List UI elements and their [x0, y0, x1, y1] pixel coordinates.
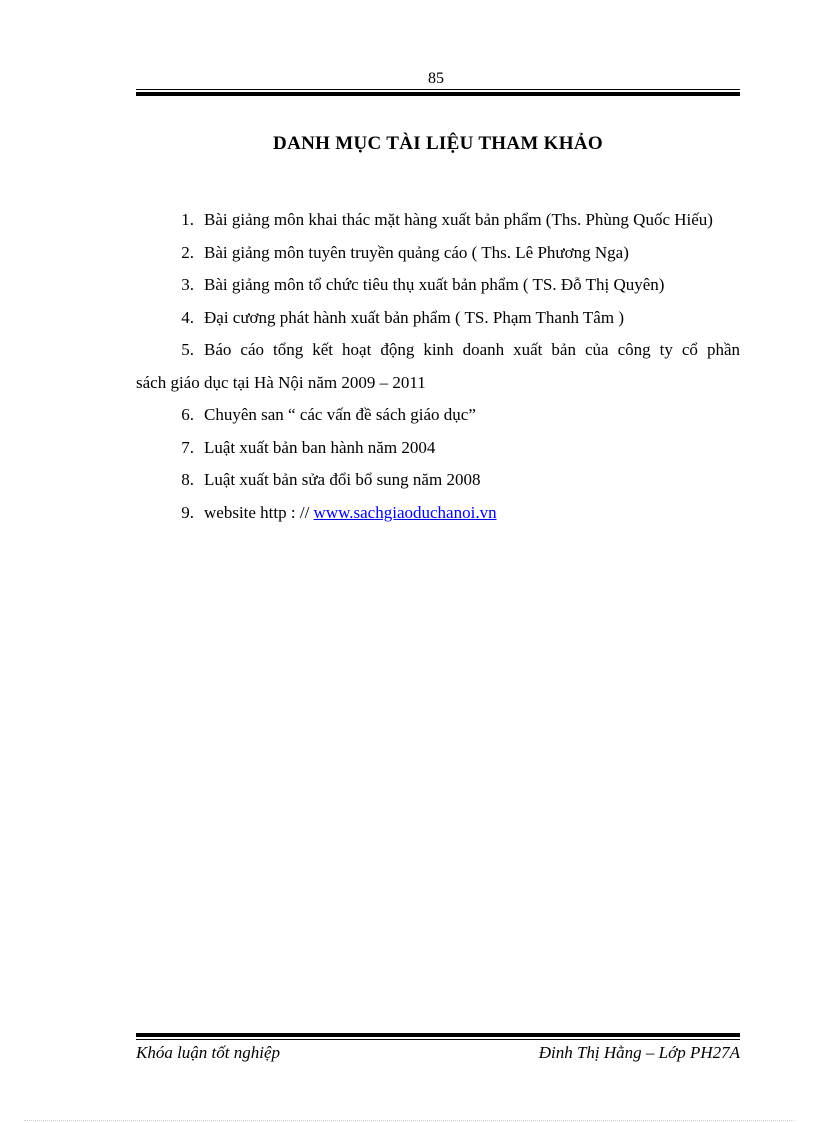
footer-author-class: Đinh Thị Hằng – Lớp PH27A	[538, 1043, 740, 1062]
page-number: 85	[428, 70, 444, 87]
reference-text-prefix: website http : //	[204, 502, 310, 522]
reference-text	[136, 497, 740, 530]
header-rule	[136, 89, 740, 96]
reference-item-5	[136, 334, 740, 399]
reference-text-line-2: sách giáo dục tại Hà Nội năm 2009 – 2011	[136, 372, 426, 392]
reference-number: 4.	[181, 307, 194, 327]
reference-text: Bài giảng môn tuyên truyền quảng cáo ( Ths. Lê Phương Nga)	[204, 242, 629, 262]
reference-item-4	[136, 302, 740, 335]
reference-text: Luật xuất bản ban hành năm 2004	[204, 437, 436, 457]
reference-text: Luật xuất bản sửa đổi bổ sung năm 2008	[204, 470, 481, 489]
reference-item-6	[136, 399, 740, 432]
page-edge-divider	[24, 1120, 794, 1121]
reference-item-1	[136, 204, 740, 237]
reference-number: 5.	[181, 340, 194, 359]
reference-item-3	[136, 269, 740, 302]
reference-number: 6.	[181, 405, 194, 424]
reference-text: Bài giảng môn khai thác mặt hàng xuất bản phẩm (Ths. Phùng Quốc Hiếu)	[204, 210, 713, 229]
footer-rule	[136, 1033, 740, 1040]
reference-number: 7.	[181, 437, 194, 457]
reference-number: 8.	[181, 470, 194, 489]
reference-item-7	[136, 432, 740, 465]
reference-text	[136, 334, 740, 399]
website-link[interactable]: www.sachgiaoduchanoi.vn	[313, 502, 497, 522]
reference-number: 1.	[181, 210, 194, 229]
reference-text: Đại cương phát hành xuất bản phẩm ( TS. Phạm Thanh Tâm )	[204, 307, 624, 327]
reference-item-8	[136, 464, 740, 497]
page-title: DANH MỤC TÀI LIỆU THAM KHẢO	[273, 133, 603, 154]
reference-list	[136, 204, 740, 529]
reference-item-2	[136, 237, 740, 270]
reference-text: Bài giảng môn tổ chức tiêu thụ xuất bản phẩm ( TS. Đỗ Thị Quyên)	[204, 275, 665, 294]
footer-document-type: Khóa luận tốt nghiệp	[136, 1043, 281, 1062]
reference-number: 2.	[181, 242, 194, 262]
reference-text: Chuyên san “ các vấn đề sách giáo dục”	[204, 405, 476, 424]
reference-number: 3.	[181, 275, 194, 294]
reference-number: 9.	[181, 502, 194, 522]
reference-item-9	[136, 497, 740, 530]
reference-text-line-1: Báo cáo tổng kết hoạt động kinh doanh xuất bản của công ty cổ phần	[204, 340, 740, 359]
